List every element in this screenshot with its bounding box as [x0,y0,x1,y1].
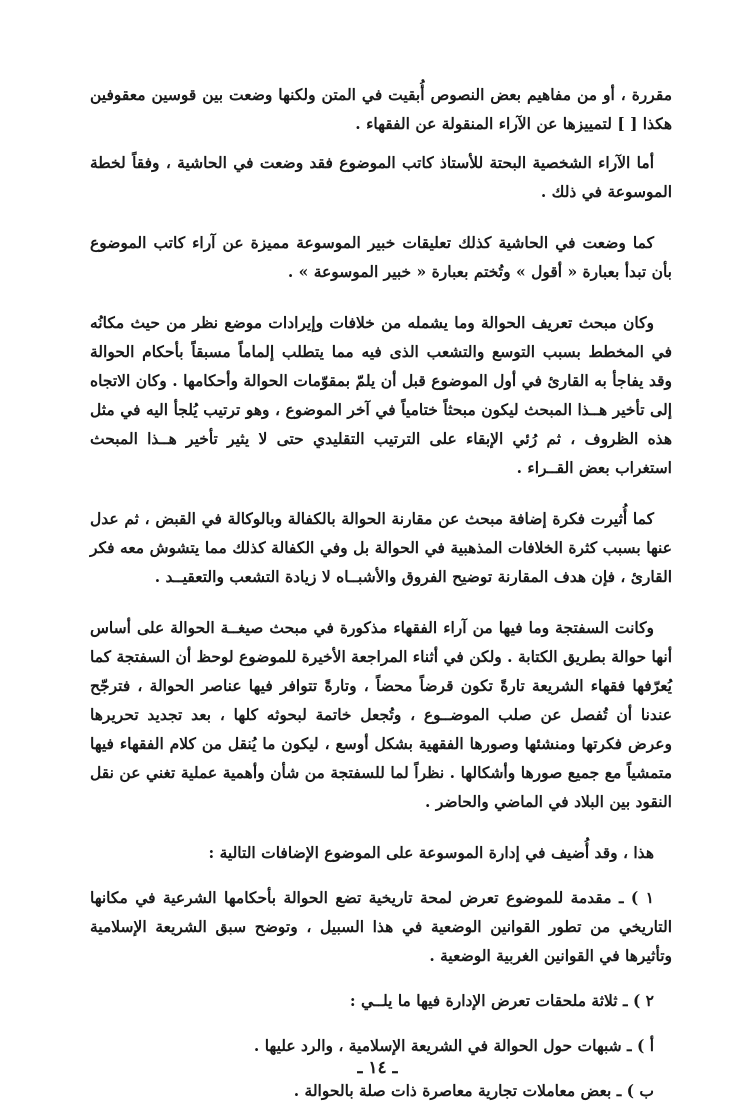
list-item: ب ) ـ بعض معاملات تجارية معاصرة ذات صلة بالحوالة . [293,1081,654,1100]
paragraph-definition-section: وكان مبحث تعريف الحوالة وما يشمله من خلافات وإيرادات موضع نظر من حيث مكانُه في المخطط بسبب التوسع والتشعب الذى فيه مما يتطلب إلماماً مسبقاً بأحكام الحوالة وقد يفاجأ به القارئ في أول الموضوع قبل أن يلمّ بمقوّمات الحوالة وأحكامها . وكان الاتجاه إلى تأخير هــذا المبحث ليكون مبحثاً ختامياً في آخر الموضوع ، وهو ترتيب يُلجأ اليه في مثل هذه الظروف ، ثم رُئي الإبقاء على الترتيب التقليدي حتى لا يثير تأخير هــذا المبحث استغراب بعض القــراء . [90,313,672,477]
list-item: ١ ) ـ مقدمة للموضوع تعرض لمحة تاريخية تضع الحوالة بأحكامها الشرعية في مكانها التاريخي من تطور القوانين الوضعية في هذا السبيل ، وتوضح سبق الشريعة الإسلامية وتأثيرها في القوانين الغربية الوضعية . [90,888,672,965]
paragraph-brackets: مقررة ، أو من مفاهيم بعض النصوص أُبقيت في المتن ولكنها وضعت بين قوسين معقوفين هكذا [ ] لتمييزها عن الآراء المنقولة عن الفقهاء . [90,85,672,133]
paragraph-additions-intro: هذا ، وقد أُضيف في إدارة الموسوعة على الموضوع الإضافات التالية : [208,843,654,862]
paragraph-suftaja: وكانت السفتجة وما فيها من آراء الفقهاء مذكورة في مبحث صيغــة الحوالة على أساس أنها حوالة بطريق الكتابة . ولكن في أثناء المراجعة الأخيرة للموضوع لوحظ أن السفتجة كما يُعرّفها فقهاء الشريعة تارةً تكون قرضاً محضاً ، وتارةً تتوافر فيها عناصر الحوالة ، فترجّح عندنا أن تُفصل عن صلب الموضــوع ، وتُجعل خاتمة لبحوثه كلها ، بعد تجديد تحريرها وعرض فكرتها ومنشئها وصورها الفقهية بشكل أوسع ، ليكون ما يُنقل من كلام الفقهاء فيها متمشياً مع جميع صورها وأشكالها . نظراً لما للسفتجة من شأن وأهمية عملية تغني عن نقل النقود بين البلاد في الماضي والحاضر . [90,618,672,811]
list-item: ٢ ) ـ ثلاثة ملحقات تعرض الإدارة فيها ما يلــي : [349,991,654,1010]
paragraph-comparison-idea: كما أُثيرت فكرة إضافة مبحث عن مقارنة الحوالة بالكفالة وبالوكالة في القبض ، ثم عدل عنها بسبب كثرة الخلافات المذهبية في الحوالة بل وفي الكفالة كذلك مما يتشوش معه فكر القارئ ، فإن هدف المقارنة توضيح الفروق والأشبــاه لا زيادة التشعب والتعقيــد . [90,509,672,586]
list-item: أ ) ـ شبهات حول الحوالة في الشريعة الإسلامية ، والرد عليها . [253,1036,654,1055]
page-number: ـ ١٤ ـ [357,1058,398,1078]
paragraph-personal-opinions: أما الآراء الشخصية البحتة للأستاذ كاتب الموضوع فقد وضعت في الحاشية ، وفقاً لخطة الموسوعة في ذلك . [90,153,672,201]
paragraph-expert-comments: كما وضعت في الحاشية كذلك تعليقات خبير الموسوعة مميزة عن آراء كاتب الموضوع بأن تبدأ بعبارة « أقول » وتُختم بعبارة « خبير الموسوعة » . [90,233,672,281]
